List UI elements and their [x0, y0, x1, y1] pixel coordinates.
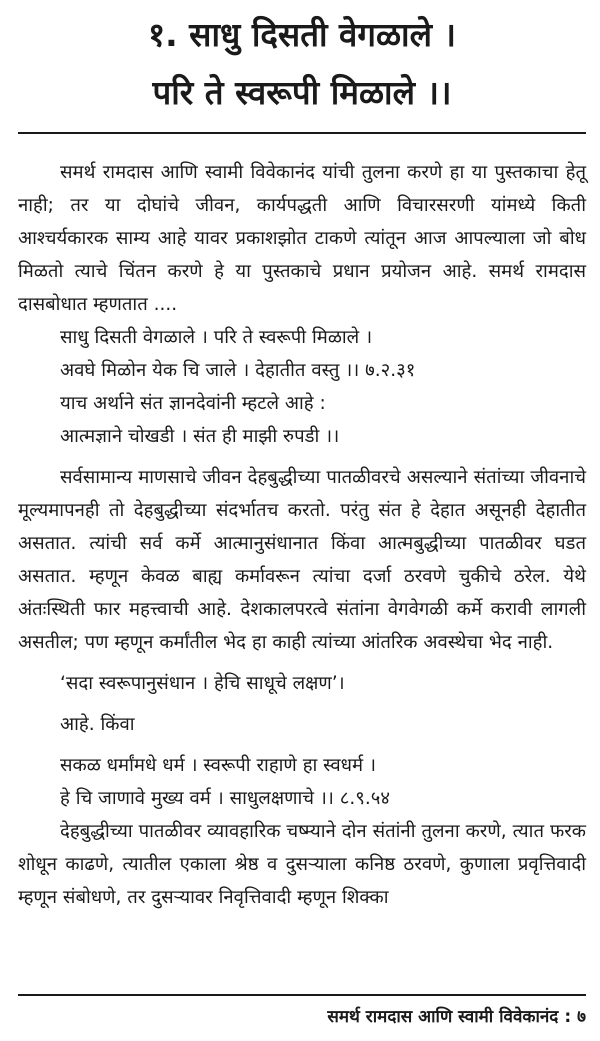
- title-divider: [18, 132, 586, 134]
- paragraph-3: देहबुद्धीच्या पातळीवर व्यावहारिक चष्म्याने दोन संतांनी तुलना करणे, त्यात फरक शोधून काढणे, त्यातील एकाला श्रेष्ठ व दुसऱ्याला कनिष्ठ ठरवणे, कुणाला प्रवृत्तिवादी म्हणून संबोधणे, तर दुसऱ्यावर निवृत्तिवादी म्हणून शिक्का: [18, 821, 586, 908]
- connector-line: आहे. किंवा: [60, 714, 135, 735]
- chapter-title-line-1: १. साधु दिसती वेगळाले ।: [148, 15, 456, 54]
- page-number: ७: [577, 1007, 586, 1027]
- paragraph-1: समर्थ रामदास आणि स्वामी विवेकानंद यांची तुलना करणे हा या पुस्तकाचा हेतू नाही; तर या दोघांचे जीवन, कार्यपद्धती आणि विचारसरणी यांमध्ये किती आश्चर्यकारक साम्य आहे यावर प्रकाशझोत टाकणे त्यांतून आज आपल्याला जो बोध मिळतो त्याचे चिंतन करणे हे या पुस्तकाचे प्रधान प्रयोजन आहे. समर्थ रामदास दासबोधात म्हणतात ....: [18, 162, 586, 315]
- verse-line-5: हे चि जाणावे मुख्य वर्म । साधुलक्षणाचे ।। ८.९.५४: [60, 788, 391, 809]
- paragraph-2: सर्वसामान्य माणसाचे जीवन देहबुद्धीच्या पातळीवरचे असल्याने संतांच्या जीवनाचे मूल्यमापनही तो देहबुद्धीच्या संदर्भातच करतो. परंतु संत हे देहात असूनही देहातीत असतात. त्यांची सर्व कर्मे आत्मानुसंधानात किंवा आत्मबुद्धीच्या पातळीवर घडत असतात. म्हणून केवळ बाह्य कर्मावरून त्यांचा दर्जा ठरवणे चुकीचे ठरेल. येथे अंतःस्थिती फार महत्त्वाची आहे. देशकालपरत्वे संतांना वेगवेगळी कर्मे करावी लागली असतील; पण म्हणून कर्मांतील भेद हा काही त्यांच्या आंतरिक अवस्थेचा भेद नाही.: [18, 467, 586, 653]
- footer-book-title: समर्थ रामदास आणि स्वामी विवेकानंद: [327, 1007, 559, 1027]
- verse-line-1: साधु दिसती वेगळाले । परि ते स्वरूपी मिळाले ।: [60, 327, 373, 348]
- footer-separator: :: [564, 1007, 572, 1027]
- verse-line-3: आत्मज्ञाने चोखडी । संत ही माझी रुपडी ।।: [60, 426, 340, 447]
- document-page: [0, 6, 600, 1041]
- body-text: [18, 156, 586, 914]
- verse-line-4: सकळ धर्मांमधे धर्म । स्वरूपी राहाणे हा स्वधर्म ।: [60, 755, 376, 776]
- chapter-title-line-2: परि ते स्वरूपी मिळाले ।।: [152, 73, 452, 112]
- page-footer: [18, 994, 586, 1027]
- quote-line: ‘सदा स्वरूपानुसंधान । हेचि साधूचे लक्षण’।: [60, 673, 345, 694]
- chapter-title: [18, 6, 586, 122]
- verse-line-2: अवघे मिळोन येक चि जाले । देहातीत वस्तु ।। ७.२.३१: [60, 360, 416, 381]
- verse-intro: याच अर्थाने संत ज्ञानदेवांनी म्हटले आहे :: [60, 393, 326, 414]
